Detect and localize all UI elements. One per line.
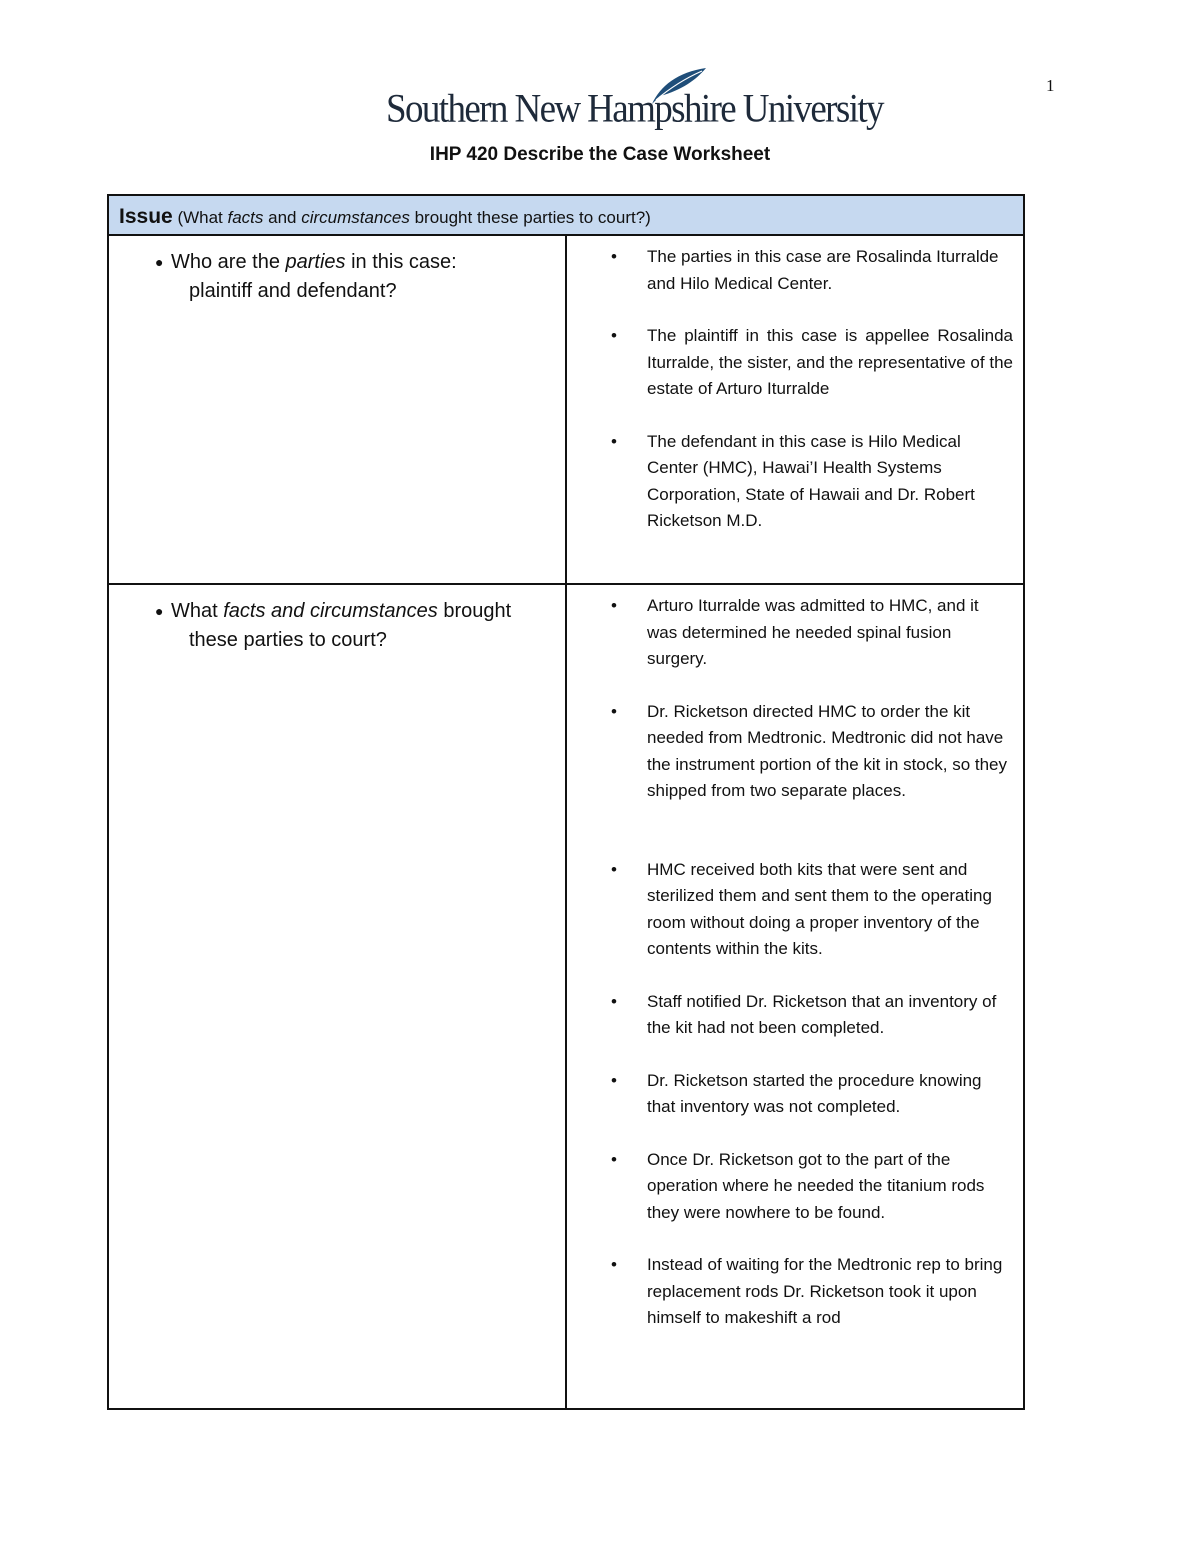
list-item: • Instead of waiting for the Medtronic rep to bring replacement rods Dr. Ricketson took it upon himself to makeshift a rod (611, 1255, 1003, 1327)
answer-cell (566, 584, 1024, 1409)
bullet-icon: ● (155, 254, 164, 270)
list-item: • Arturo Iturralde was admitted to HMC, and it was determined he needed spinal fusion surgery. (611, 596, 979, 668)
university-logo (386, 66, 883, 138)
bullet-icon: ● (155, 603, 164, 619)
question-parties: ● Who are the parties in this case: plaintiff and defendant? (155, 248, 565, 306)
case-worksheet-table (107, 194, 1025, 1410)
table-row (108, 584, 1024, 1409)
list-item: • Dr. Ricketson started the procedure knowing that inventory was not completed. (611, 1070, 982, 1116)
page-number: 1 (1046, 76, 1055, 95)
list-item: • HMC received both kits that were sent and sterilized them and sent them to the operating room without doing a proper inventory of the contents within the kits. (611, 859, 992, 958)
answer-cell (566, 235, 1024, 584)
logo-wordmark: Southern New Hampshire University (386, 87, 883, 132)
question-cell (108, 584, 566, 1409)
issue-prompt: (What facts and circumstances brought these parties to court?) (177, 208, 651, 227)
list-item: • The plaintiff in this case is appellee Rosalinda Iturralde, the sister, and the representative of the estate of Arturo Iturralde (611, 326, 1013, 398)
list-item: • Dr. Ricketson directed HMC to order the kit needed from Medtronic. Medtronic did not have the instrument portion of the kit in stock, so they shipped from two separate places. (611, 701, 1008, 800)
list-item: • The parties in this case are Rosalinda Iturralde and Hilo Medical Center. (611, 247, 999, 293)
issue-header (108, 195, 1024, 235)
document-title: IHP 420 Describe the Case Worksheet (429, 144, 771, 165)
list-item: • The defendant in this case is Hilo Medical Center (HMC), Hawai’I Health Systems Corporation, State of Hawaii and Dr. Robert Ricketson M.D. (611, 431, 975, 530)
list-item: • Once Dr. Ricketson got to the part of the operation where he needed the titanium rods they were nowhere to be found. (611, 1149, 985, 1222)
list-item: • Staff notified Dr. Ricketson that an inventory of the kit had not been completed. (611, 991, 997, 1037)
question-cell (108, 235, 566, 584)
table-row (108, 235, 1024, 584)
issue-label: Issue (119, 205, 173, 228)
question-facts: ● What facts and circumstances brought these parties to court? (155, 597, 565, 655)
